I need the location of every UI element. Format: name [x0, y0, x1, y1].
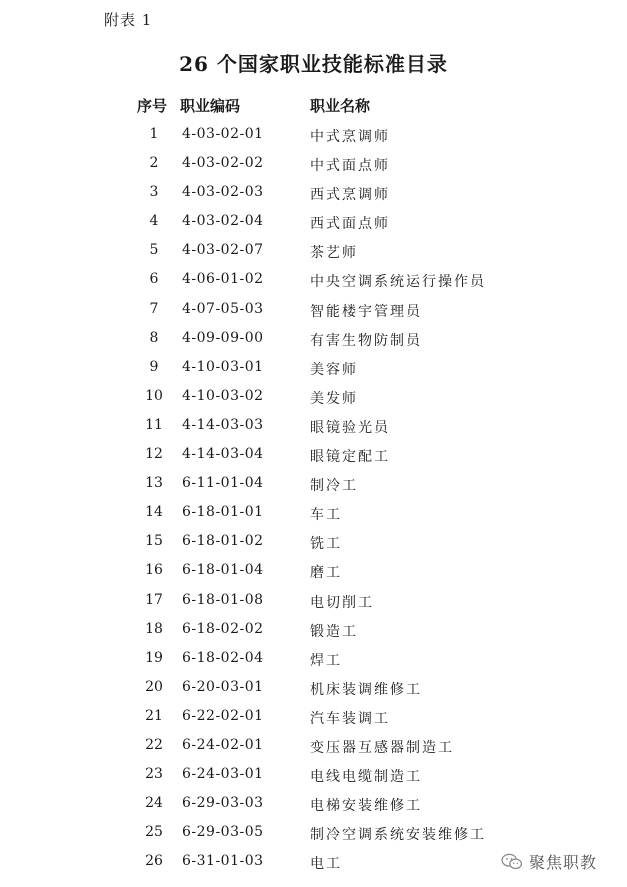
table-row [0, 731, 627, 760]
header-serial-number: 序号 [137, 97, 168, 115]
row-occupation-name: 机床装调维修工 [310, 681, 422, 698]
row-serial-number: 23 [145, 766, 163, 783]
table-row [0, 469, 627, 498]
table-row [0, 644, 627, 673]
row-occupation-code: 6-29-03-05 [182, 824, 264, 841]
row-occupation-code: 6-18-02-02 [182, 620, 264, 637]
table-row [0, 702, 627, 731]
row-occupation-code: 6-22-02-01 [182, 707, 264, 724]
row-occupation-code: 4-14-03-04 [182, 446, 264, 463]
row-serial-number: 8 [149, 329, 159, 346]
row-occupation-code: 4-14-03-03 [182, 416, 264, 433]
row-occupation-code: 4-03-02-04 [182, 213, 264, 230]
table-row [0, 120, 627, 149]
table-row [0, 236, 627, 265]
row-occupation-name: 美发师 [310, 390, 358, 407]
row-occupation-name: 美容师 [310, 361, 358, 378]
header-occupation-name: 职业名称 [310, 97, 371, 115]
row-occupation-name: 有害生物防制员 [310, 332, 422, 349]
watermark-text: 聚焦职教 [528, 853, 597, 872]
annex-label: 附表 1 [104, 11, 153, 29]
row-occupation-name: 眼镜验光员 [310, 419, 390, 436]
table-row [0, 178, 627, 207]
row-serial-number: 13 [145, 475, 163, 492]
header-occupation-code: 职业编码 [180, 97, 241, 115]
table-row [0, 353, 627, 382]
row-occupation-name: 西式烹调师 [310, 187, 390, 204]
row-serial-number: 9 [149, 358, 159, 375]
row-serial-number: 11 [145, 416, 163, 433]
row-serial-number: 14 [145, 504, 163, 521]
table-row [0, 760, 627, 789]
row-occupation-code: 6-18-01-01 [182, 504, 264, 521]
table-row [0, 673, 627, 702]
table-row [0, 498, 627, 527]
row-serial-number: 1 [149, 126, 159, 142]
row-occupation-code: 4-09-09-00 [182, 329, 264, 346]
standards-list [0, 120, 627, 876]
row-serial-number: 17 [145, 591, 163, 608]
row-serial-number: 18 [145, 620, 163, 637]
row-occupation-code: 6-18-02-04 [182, 649, 264, 666]
table-row [0, 207, 627, 236]
row-occupation-name: 西式面点师 [310, 216, 390, 233]
row-serial-number: 21 [145, 707, 163, 724]
row-serial-number: 7 [149, 300, 159, 317]
row-serial-number: 19 [145, 649, 163, 666]
table-row [0, 149, 627, 178]
row-occupation-code: 6-18-01-04 [182, 562, 264, 579]
row-occupation-code: 6-18-01-08 [182, 591, 264, 608]
table-row [0, 556, 627, 585]
row-serial-number: 6 [149, 271, 159, 288]
row-occupation-code: 6-31-01-03 [182, 853, 264, 870]
row-occupation-name: 电线电缆制造工 [310, 769, 422, 786]
row-occupation-name: 中式面点师 [310, 158, 390, 175]
table-row [0, 615, 627, 644]
table-row [0, 295, 627, 324]
row-occupation-name: 磨工 [310, 565, 342, 582]
row-occupation-code: 6-24-02-01 [182, 736, 264, 753]
row-occupation-name: 焊工 [310, 652, 342, 669]
row-occupation-code: 4-10-03-01 [182, 358, 264, 375]
wechat-icon [501, 853, 523, 871]
table-row [0, 265, 627, 294]
row-occupation-name: 电梯安装维修工 [310, 798, 422, 815]
table-row [0, 324, 627, 353]
row-occupation-name: 电工 [310, 856, 342, 873]
row-occupation-name: 汽车装调工 [310, 710, 390, 727]
row-serial-number: 4 [149, 213, 159, 230]
row-occupation-code: 6-20-03-01 [182, 678, 264, 695]
row-occupation-code: 4-10-03-02 [182, 387, 264, 404]
row-serial-number: 15 [145, 533, 163, 550]
row-serial-number: 25 [145, 824, 163, 841]
row-serial-number: 26 [145, 853, 163, 870]
row-occupation-code: 6-11-01-04 [182, 475, 264, 492]
row-occupation-code: 4-03-02-01 [182, 126, 264, 142]
row-occupation-code: 4-06-01-02 [182, 271, 264, 288]
row-occupation-code: 4-03-02-03 [182, 184, 264, 201]
row-occupation-name: 眼镜定配工 [310, 449, 390, 466]
row-occupation-name: 电切削工 [310, 594, 374, 611]
row-occupation-name: 中央空调系统运行操作员 [310, 274, 486, 291]
row-occupation-name: 变压器互感器制造工 [310, 739, 454, 756]
row-occupation-code: 6-29-03-03 [182, 795, 264, 812]
table-row [0, 527, 627, 556]
table-row [0, 440, 627, 469]
row-occupation-name: 锻造工 [310, 623, 358, 640]
table-row [0, 818, 627, 847]
row-occupation-name: 制冷工 [310, 478, 358, 495]
row-occupation-name: 茶艺师 [310, 245, 358, 262]
row-serial-number: 5 [149, 242, 159, 259]
row-occupation-code: 4-03-02-07 [182, 242, 264, 259]
row-serial-number: 3 [149, 184, 159, 201]
row-serial-number: 12 [145, 446, 163, 463]
row-occupation-code: 4-03-02-02 [182, 155, 264, 172]
row-serial-number: 16 [145, 562, 163, 579]
row-occupation-name: 中式烹调师 [310, 129, 390, 145]
row-occupation-name: 铣工 [310, 536, 342, 553]
table-row [0, 382, 627, 411]
row-serial-number: 22 [145, 736, 163, 753]
row-serial-number: 20 [145, 678, 163, 695]
row-serial-number: 2 [149, 155, 159, 172]
table-row [0, 586, 627, 615]
row-occupation-name: 制冷空调系统安装维修工 [310, 827, 486, 844]
row-serial-number: 24 [145, 795, 163, 812]
row-occupation-code: 4-07-05-03 [182, 300, 264, 317]
row-occupation-code: 6-24-03-01 [182, 766, 264, 783]
table-row [0, 411, 627, 440]
watermark [501, 850, 597, 873]
row-occupation-name: 智能楼宇管理员 [310, 303, 422, 320]
row-serial-number: 10 [145, 387, 163, 404]
document-title: 26 个国家职业技能标准目录 [179, 52, 448, 76]
row-occupation-code: 6-18-01-02 [182, 533, 264, 550]
table-row [0, 789, 627, 818]
row-occupation-name: 车工 [310, 507, 342, 524]
